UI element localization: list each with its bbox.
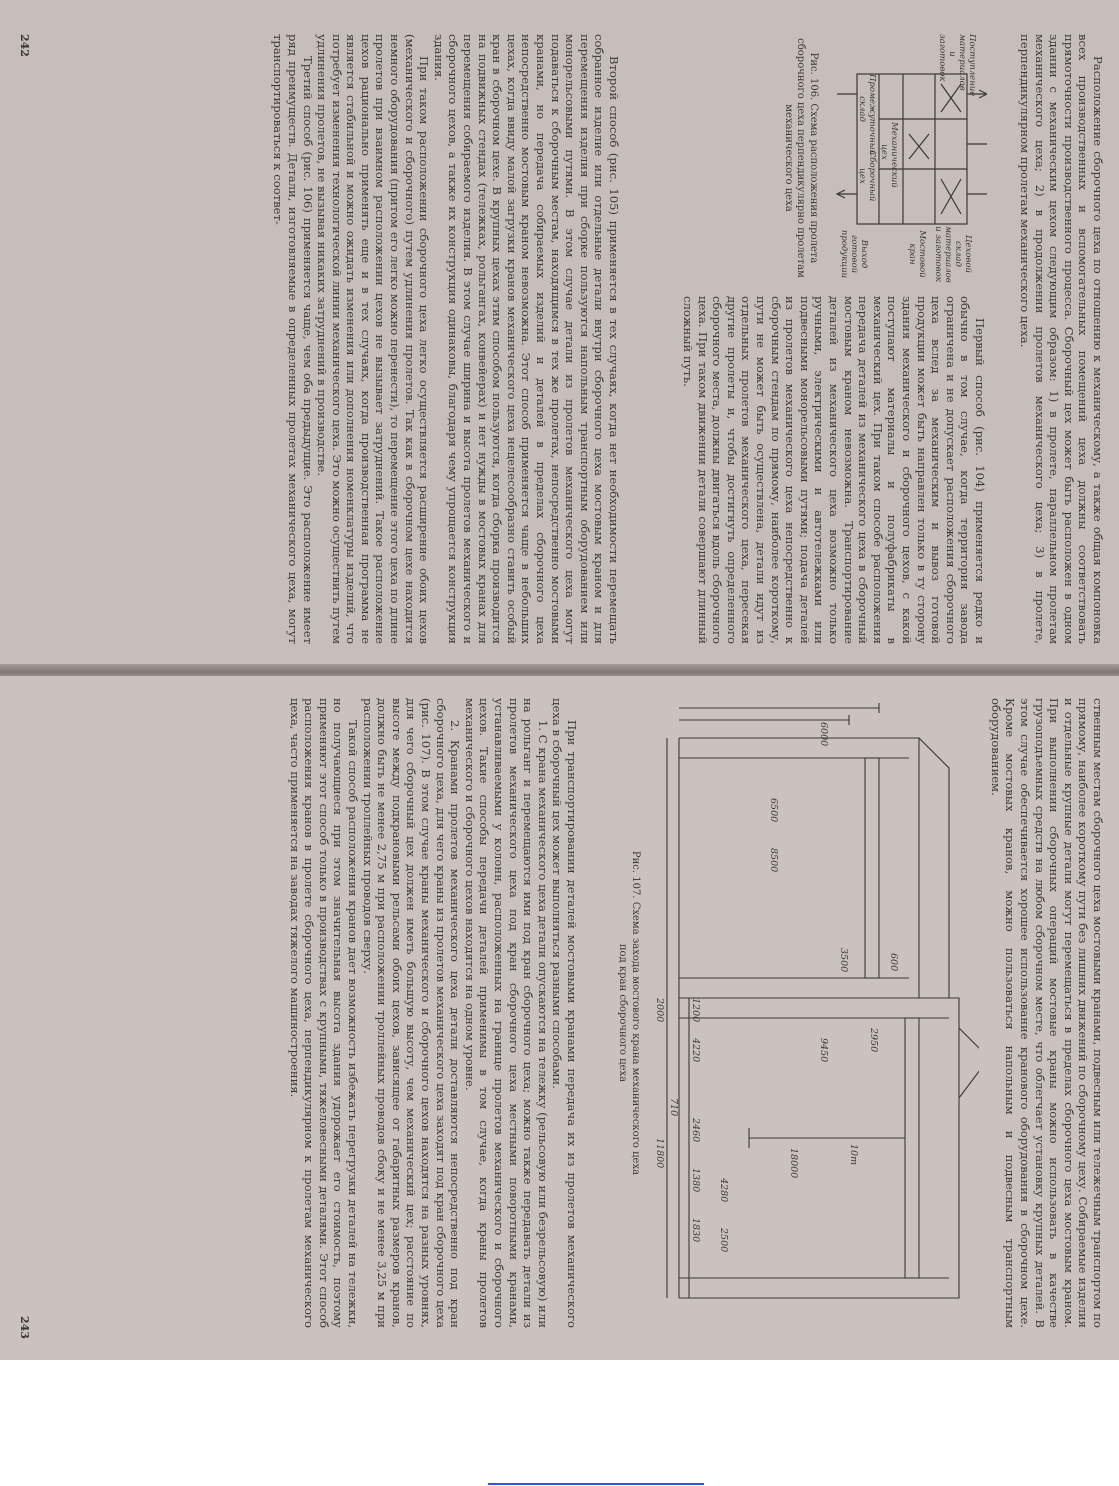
left-page bbox=[0, 0, 1119, 668]
fig107-dim-8500: 8500 bbox=[768, 848, 779, 873]
fig107-drawing bbox=[659, 698, 979, 1328]
link-underline[interactable] bbox=[488, 1483, 704, 1485]
right-para-4: 2. Кранами пролетов механического цеха детали доставляются непосредственно под кран сборочного цеха, для чего краны из пролетов механического цеха заходят под кран сборочного цеха (рис. 107). В этом случае краны механического и сборочного цехов находятся на разных уровнях, для чего сборочный цех должен иметь большую высоту, чем механический цех; расстояние по высоте между подкрановыми рельсами обоих цехов, зависящее от габаритных размеров кранов, должно быть не менее 2,75 м при расположении троллейных проводов сбоку и не менее 3,25 м при расположении троллейных проводов сверху. bbox=[360, 698, 463, 1328]
fig107-dim-1830: 1830 bbox=[690, 1218, 701, 1243]
fig107-dim-1380: 1380 bbox=[690, 1168, 701, 1193]
fig107-mech-crane bbox=[865, 758, 879, 978]
right-para-2: При транспортировании деталей мостовыми кранами передача их из пролетов механического цеха в сборочный цех может выполняться разными способами. bbox=[550, 698, 579, 1328]
fig107-caption: Рис. 107. Схема захода мостового крана механического цеха под кран сборочного цеха bbox=[617, 850, 641, 1176]
left-para-2: Первый способ (рис. 104) применяется редко и обычно в том случае, когда территория завода ограничена и не допускает расположения сборочного цеха вслед за механическим и вывоз готовой продукции может быть направлен только в ту сторону здания механического и сборочного цехов, с какой поступают материалы и полуфабрикаты в механический цех. При таком способе расположения передача деталей из механического цеха в сборочный мостовым краном невозможна. Транспортирование деталей из механического цеха возможно только ручными, электрическими и автотележками или подвесными монорельсовыми путями; подача деталей из пролетов механического цеха непосредственно к сборочным стендам по прямому, наиболее короткому, пути не может быть осуществлена, детали идут из отдельных пролетов механического цеха, пересекая другие пролеты и, чтобы достигнуть определенного сборочного места, должны двигаться вдоль сборочного цеха. При таком движении детали совершают длинный сложный путь. bbox=[681, 296, 987, 644]
fig107-dim-4220: 4220 bbox=[690, 1038, 701, 1063]
fig106-caption: Рис. 106. Схема расположения пролета сборочного цеха перпендикулярно пролетам механического цеха bbox=[783, 38, 819, 278]
right-page bbox=[0, 676, 1119, 1360]
left-para-1: Расположение сборочного цеха по отношению к механическому, а также общая компоновка всех производственных и вспомогательных помещений цеха должны соответствовать прямоточности производственного процесса. Сборочный цех может быть расположен в одном здании с механическим цехом следующим образом: 1) в пролете, параллельном пролетам механического цеха; 2) в продолжении пролетов механического цеха; 3) в пролете, перпендикулярном пролетам механического цеха. bbox=[1018, 34, 1105, 644]
fig107-assembly-crane bbox=[905, 1018, 919, 1278]
fig106-label-assembly: Сборочный цех bbox=[857, 150, 877, 202]
right-text-bottom bbox=[287, 698, 579, 1328]
fig106-label-incoming: Поступление материалов и заготовок bbox=[937, 34, 977, 97]
fig107-block bbox=[617, 698, 979, 1328]
fig107-dim-6000: 6000 bbox=[818, 722, 829, 747]
fig107-dim-3500: 3500 bbox=[838, 948, 849, 973]
fig106-label-warehouse: Цеховой склад материалов и заготовок bbox=[933, 226, 973, 283]
fig106-label-output: Выход готовой продукции bbox=[839, 229, 869, 279]
right-para-5: Такой способ расположения кранов дает возможность избежать перегрузки деталей на тележки, но получающиеся при этом значительная высота здания удорожает его стоимость, поэтому применяют этот способ только в производствах с крупными, тяжеловесными деталями. Этот способ расположения кранов в пролете сборочного цеха, перпендикулярном к пролетам механического цеха, часто применяется на заводах тяжелого машиностроения. bbox=[287, 698, 361, 1328]
fig106-label-mech: Механический цех bbox=[879, 122, 899, 188]
left-para-3: Второй способ (рис. 105) применяется в тех случаях, когда нет необходимости перемещать собранное изделие или отдельные детали внутри сборочного цеха мостовым краном и для перемещения изделия при сборке пользуются напольным транспортным оборудованием или монорельсовыми путями. В этом случае детали из пролетов механического цеха могут подаваться к сборочным местам, находящимся в тех же пролетах, непосредственно мостовыми кранами, но передача собираемых изделий и деталей в пределах сборочного цеха непосредственно мостовым краном невозможна. Этот способ применяется чаще в небольших цехах, когда ввиду малой загрузки кранов механического цеха нецелесообразно ставить особый кран в сборочном цехе. В крупных цехах этим способом пользуются, когда сборка производится на подвижных стендах (тележках, рольгангах, конвейерах) и нет нужды в мостовых кранах для перемещения собираемого изделия. В этом случае ширина и высота пролетов механического и сборочного цехов, а также их конструкция одинаковы, благодаря чему упрощается конструкция здания. bbox=[431, 34, 621, 644]
fig107-dim-11800: 11800 bbox=[654, 1138, 665, 1169]
right-para-3: 1. С крана механического цеха детали опускаются на тележку (рельсовую или безрельсовую) или на рольганг и перемещаются ими под кран сборочного цеха; можно также передавать детали из пролетов механического цеха под кран сборочного цеха местными поворотными кранами, устанавливаемыми у колонн, расположенных на границе пролетов механического и сборочного цехов. Такие способы передачи деталей применимы в том случае, когда краны пролетов механического и сборочного цехов находятся на одном уровне. bbox=[462, 698, 550, 1328]
fig107-dim-1200: 1200 bbox=[690, 998, 701, 1023]
left-text-top bbox=[1017, 34, 1105, 644]
fig107-dim-2000: 2000 bbox=[654, 998, 665, 1023]
left-text-beside-fig bbox=[681, 296, 987, 644]
fig107-dim-2460: 2460 bbox=[690, 1118, 701, 1143]
fig107-dim-710: 710 bbox=[668, 1098, 679, 1117]
right-text-top bbox=[988, 698, 1105, 1328]
fig107-dim-9450: 9450 bbox=[818, 1038, 829, 1063]
fig106-label-inter: Промежуточный склад bbox=[857, 74, 877, 156]
fig107-dim-4280: 4280 bbox=[718, 1178, 729, 1203]
fig107-dim-600: 600 bbox=[888, 953, 899, 972]
fig106-block bbox=[772, 34, 988, 282]
fig107-dim-2950: 2950 bbox=[868, 1028, 879, 1053]
left-para-4: При таком расположении сборочного цеха легко осуществляется расширение обоих цехов (механического и сборочного) путем удлинения пролетов. Так как в сборочном цехе находится немного оборудования (притом его легко можно перенести), то перемещение этого цеха по длине пролетов при взаимном расположении цехов не вызывает затруднений. Такое расположение цехов рационально применять еще и в тех случаях, когда производственная программа не является стабильной и можно ожидать изменения или дополнения номенклатуры изделий, что потребует изменения технологической линии механического цеха. Это можно осуществить путем удлинения пролетов, не вызывая никаких затруднений в производстве. bbox=[315, 34, 432, 644]
right-para-1: ственным местам сборочного цеха мостовыми кранами, подвесным или тележечным транспортом по прямому, наиболее короткому пути без лишних движений по сборочному цеху. Собираемые изделия и отдельные крупные детали могут перемещаться в пределах сборочного цеха мостовым краном. При выполнении сборочных операций мостовые краны можно использовать в качестве грузоподъемных средств на любом сборочном месте, что облегчает установку крупных деталей. В этом случае обеспечивается хорошее использование кранового оборудования в сборочном цехе. Кроме мостовых кранов, можно пользоваться напольным и подвесным транспортным оборудованием. bbox=[988, 698, 1105, 1328]
fig106-label-crane: Мостовой кран bbox=[907, 230, 927, 278]
page-number-left: 242 bbox=[18, 34, 31, 57]
page-number-right: 243 bbox=[18, 1316, 31, 1339]
left-para-5: Третий способ (рис. 106) применяется чаще, чем оба предыдущие. Это расположение имеет ряд преимуществ. Детали, изготовляемые в определенных пролетах механического цеха, могут транспортироваться к соответ- bbox=[271, 34, 315, 644]
fig107-dim-6500: 6500 bbox=[768, 798, 779, 823]
fig107-label-10t: 10т bbox=[848, 1144, 859, 1166]
fig107-dim-2500: 2500 bbox=[718, 1228, 729, 1253]
left-text-bottom bbox=[271, 34, 621, 644]
fig107-dim-18000: 18000 bbox=[788, 1148, 799, 1179]
